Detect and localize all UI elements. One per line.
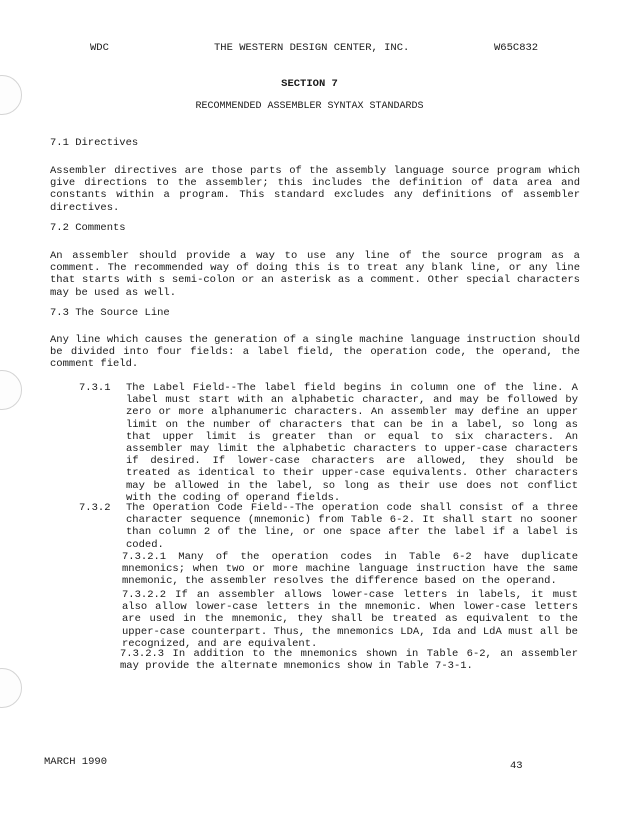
- header-left: WDC: [90, 42, 109, 54]
- section-title: RECOMMENDED ASSEMBLER SYNTAX STANDARDS: [195, 101, 424, 112]
- page-number: 43: [510, 760, 523, 772]
- paragraph-7-3: Any line which causes the generation of a single machine language instruction should be divided into four fields: a label field, the operation code, the operand, the comment field.: [50, 334, 580, 371]
- subsection-number-7-3-1: 7.3.1: [79, 382, 111, 394]
- header-center: THE WESTERN DESIGN CENTER, INC.: [214, 42, 410, 54]
- paragraph-7-3-2-3: 7.3.2.3 In addition to the mnemonics shown in Table 6-2, an assembler may provide the alternate mnemonics show in Table 7-3-1.: [120, 648, 578, 673]
- paragraph-7-3-1: The Label Field--The label field begins in column one of the line. A label must start with an alphabetic character, and may be followed by zero or more alphanumeric characters. An assembler may define an upper limit on the number of characters that can be in a label, so long as that upper limit is greater than or equal to six characters. An assembler may limit the alphabetic characters to upper-case characters if desired. If lower-case characters are allowed, they should be treated as identical to their upper-case equivalents. Other characters may be allowed in the label, so long as their use does not conflict with the coding of operand fields.: [126, 382, 578, 504]
- heading-7-3: 7.3 The Source Line: [50, 307, 170, 319]
- paragraph-7-3-2-2: 7.3.2.2 If an assembler allows lower-case letters in labels, it must also allow lower-case letters in the mnemonic. When lower-case letters are used in the mnemonic, they shall be treated as equivalent to the upper-case counterpart. Thus, the mnemonics LDA, Ida and LdA must all be recognized, and are equivalent.: [122, 589, 578, 650]
- heading-7-1: 7.1 Directives: [50, 137, 139, 149]
- header-right: W65C832: [494, 42, 539, 54]
- heading-7-2: 7.2 Comments: [50, 222, 126, 234]
- subsection-number-7-3-2: 7.3.2: [79, 502, 111, 514]
- punch-hole: [0, 668, 22, 708]
- punch-hole: [0, 370, 22, 410]
- paragraph-7-1: Assembler directives are those parts of the assembly language source program which give directions to the assembler; this includes the definition of data area and constants within a program. This standard excludes any definitions of assembler directives.: [50, 165, 580, 214]
- paragraph-7-2: An assembler should provide a way to use any line of the source program as a comment. The recommended way of doing this is to treat any blank line, or any line that starts with s semi-colon or an asterisk as a comment. Other special characters may be used as well.: [50, 250, 580, 299]
- footer-date: MARCH 1990: [44, 756, 108, 768]
- paragraph-7-3-2: The Operation Code Field--The operation code shall consist of a three character sequence (mnemonic) from Table 6-2. It shall start no sooner than column 2 of the line, or one space after the label if a label is coded.: [126, 502, 578, 551]
- paragraph-7-3-2-1: 7.3.2.1 Many of the operation codes in Table 6-2 have duplicate mnemonics; when two or more machine language instruction have the same mnemonic, the assembler resolves the difference based on the operand.: [122, 551, 578, 588]
- section-number: SECTION 7: [281, 78, 338, 90]
